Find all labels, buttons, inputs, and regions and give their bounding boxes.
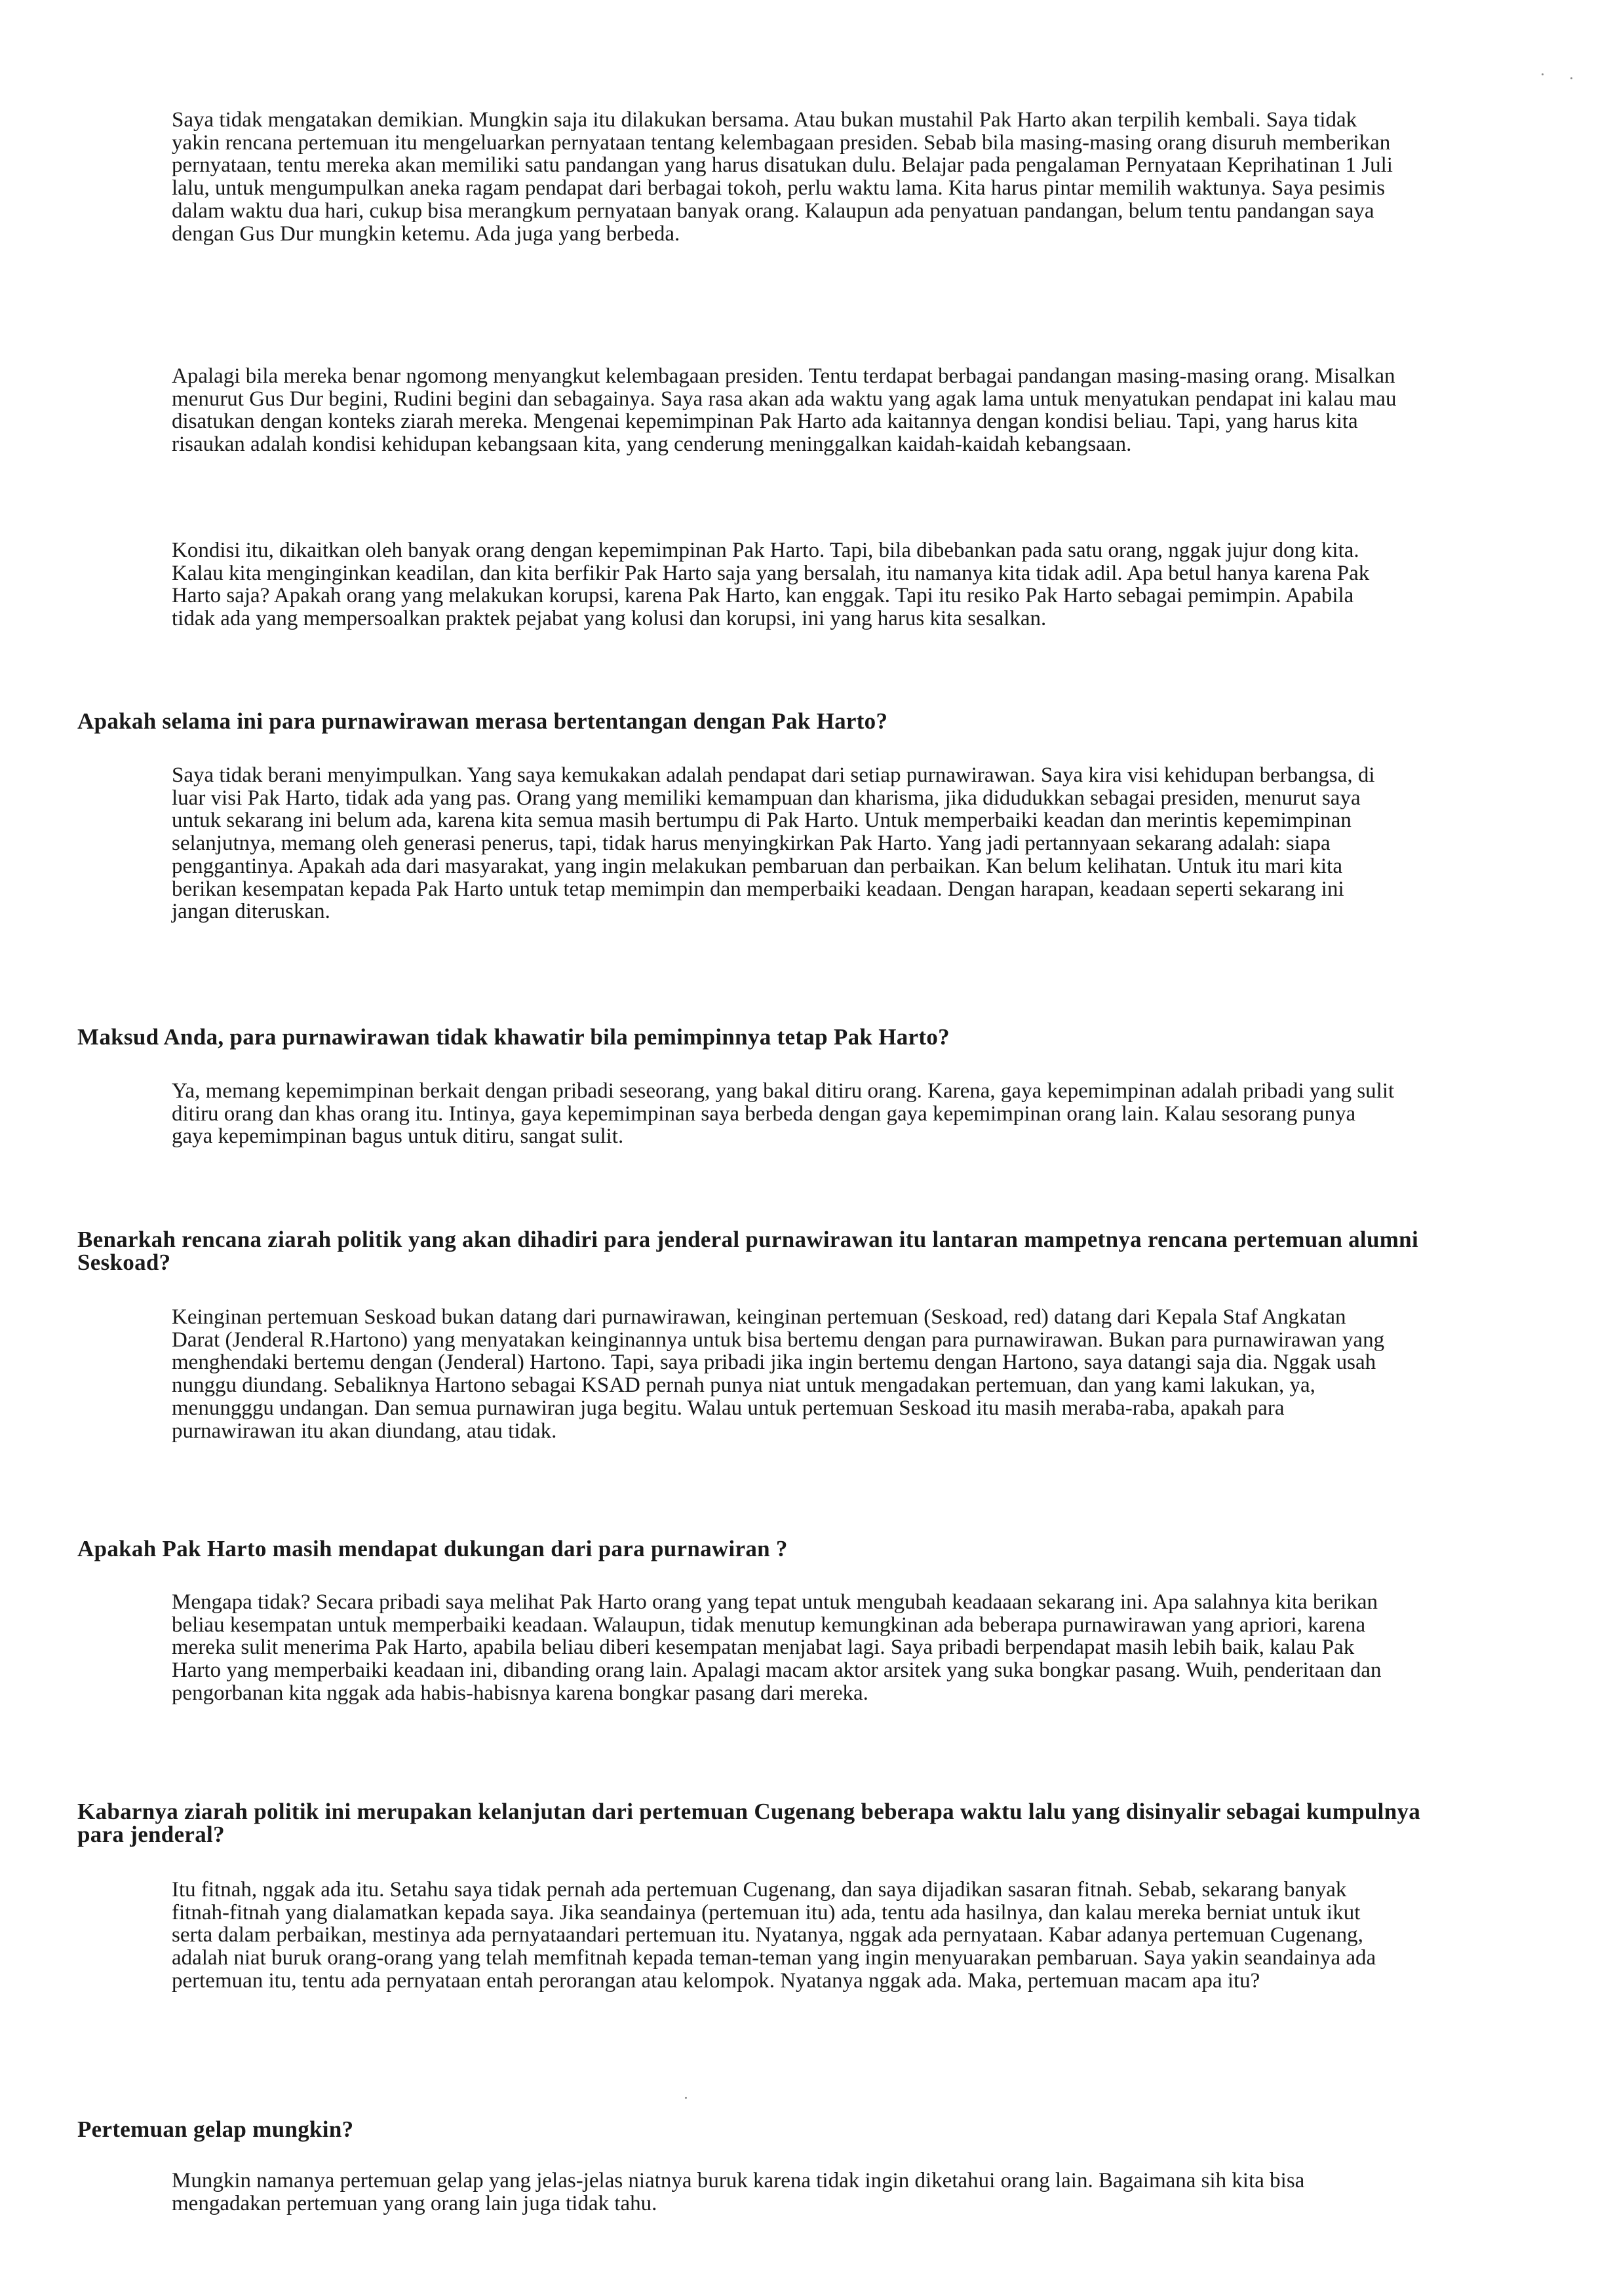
answer-paragraph-9: Mungkin namanya pertemuan gelap yang jelas-jelas niatnya buruk karena tidak ingin diketahui orang lain. Bagaimana sih kita bisa mengadakan pertemuan yang orang lain juga tidak tahu. [172, 2169, 1305, 2215]
answer-paragraph-3: Kondisi itu, dikaitkan oleh banyak orang dengan kepemimpinan Pak Harto. Tapi, bila dibebankan pada satu orang, nggak jujur dong kita. Kalau kita menginginkan keadilan, dan kita berfikir Pak Harto saja yang bersalah, itu namanya kita tidak adil. Apa betul hanya karena Pak Harto saja? Apakah orang yang melakukan korupsi, karena Pak Harto, kan enggak. Tapi itu resiko Pak Harto sebagai pemimpin. Apabila tidak ada yang mempersoalkan praktek pejabat yang kolusi dan korupsi, ini yang harus kita sesalkan. [172, 539, 1370, 631]
scan-speck [685, 2097, 687, 2099]
interview-question-2: Maksud Anda, para purnawirawan tidak khawatir bila pemimpinnya tetap Pak Harto? [77, 1024, 950, 1050]
scan-speck [1542, 73, 1544, 75]
answer-paragraph-7: Mengapa tidak? Secara pribadi saya melihat Pak Harto orang yang tepat untuk mengubah keadaaan sekarang ini. Apa salahnya kita berikan beliau kesempatan untuk memperbaiki keadaan. Walaupun, tidak menutup kemungkinan ada beberapa purnawirawan yang apriori, karena mereka sulit menerima Pak Harto, apabila beliau diberi kesempatan menjabat lagi. Saya pribadi berpendapat masih lebih baik, kalau Pak Harto yang memperbaiki keadaan ini, dibanding orang lain. Apalagi macam aktor arsitek yang suka bongkar pasang. Wuih, penderitaan dan pengorbanan kita nggak ada habis-habisnya karena bongkar pasang dari mereka. [172, 1590, 1382, 1705]
answer-paragraph-4: Saya tidak berani menyimpulkan. Yang saya kemukakan adalah pendapat dari setiap purnawirawan. Saya kira visi kehidupan berbangsa, di luar visi Pak Harto, tidak ada yang pas. Orang yang memiliki kemampuan dan kharisma, jika didudukkan sebagai presiden, menurut saya untuk sekarang ini belum ada, karena kita semua masih bertumpu di Pak Harto. Untuk memperbaiki keadan dan merintis kepemimpinan selanjutnya, memang oleh generasi penerus, tapi, tidak harus menyingkirkan Pak Harto. Yang jadi pertannyaan sekarang adalah: siapa penggantinya. Apakah ada dari masyarakat, yang ingin melakukan pembaruan dan perbaikan. Kan belum kelihatan. Untuk itu mari kita berikan kesempatan kepada Pak Harto untuk tetap memimpin dan memperbaiki keadaan. Dengan harapan, keadaan seperti sekarang ini jangan diteruskan. [172, 763, 1375, 924]
interview-question-3: Benarkah rencana ziarah politik yang akan dihadiri para jenderal purnawirawan itu lantaran mampetnya rencana pertemuan alumni Seskoad? [77, 1227, 1418, 1275]
answer-paragraph-8: Itu fitnah, nggak ada itu. Setahu saya tidak pernah ada pertemuan Cugenang, dan saya dijadikan sasaran fitnah. Sebab, sekarang banyak fitnah-fitnah yang dialamatkan kepada saya. Jika seandainya (pertemuan itu) ada, tentu ada hasilnya, dan kalau mereka berniat untuk ikut serta dalam perbaikan, mestinya ada pernyataandari pertemuan itu. Nyatanya, nggak ada pernyataan. Kabar adanya pertemuan Cugenang, adalah niat buruk orang-orang yang telah memfitnah kepada teman-teman yang ingin menyuarakan pembaruan. Saya yakin seandainya ada pertemuan itu, tentu ada pernyataan entah perorangan atau kelompok. Nyatanya nggak ada. Maka, pertemuan macam apa itu? [172, 1878, 1376, 1993]
interview-question-6: Pertemuan gelap mungkin? [77, 2116, 354, 2142]
interview-question-1: Apakah selama ini para purnawirawan merasa bertentangan dengan Pak Harto? [77, 708, 888, 734]
answer-paragraph-1: Saya tidak mengatakan demikian. Mungkin saja itu dilakukan bersama. Atau bukan mustahil Pak Harto akan terpilih kembali. Saya tidak yakin rencana pertemuan itu mengeluarkan pernyataan tentang kelembagaan presiden. Sebab bila masing-masing orang disuruh memberikan pernyataan, tentu mereka akan memiliki satu pandangan yang harus disatukan dulu. Belajar pada pengalaman Pernyataan Keprihatinan 1 Juli lalu, untuk mengumpulkan aneka ragam pendapat dari berbagai tokoh, perlu waktu lama. Kita harus pintar memilih waktunya. Saya pesimis dalam waktu dua hari, cukup bisa merangkum pernyataan banyak orang. Kalaupun ada penyatuan pandangan, belum tentu pandangan saya dengan Gus Dur mungkin ketemu. Ada juga yang berbeda. [172, 108, 1393, 246]
answer-paragraph-5: Ya, memang kepemimpinan berkait dengan pribadi seseorang, yang bakal ditiru orang. Karena, gaya kepemimpinan adalah pribadi yang sulit ditiru orang dan khas orang itu. Intinya, gaya kepemimpinan saya berbeda dengan gaya kepemimpinan orang lain. Kalau sesorang punya gaya kepemimpinan bagus untuk ditiru, sangat sulit. [172, 1079, 1395, 1149]
answer-paragraph-6: Keinginan pertemuan Seskoad bukan datang dari purnawirawan, keinginan pertemuan (Seskoad, red) datang dari Kepala Staf Angkatan Darat (Jenderal R.Hartono) yang menyatakan keinginannya untuk bisa bertemu dengan para purnawirawan. Bukan para purnawirawan yang menghendaki bertemu dengan (Jenderal) Hartono. Tapi, saya pribadi jika ingin bertemu dengan Hartono, saya datangi saja dia. Nggak usah nunggu diundang. Sebaliknya Hartono sebagai KSAD pernah punya niat untuk mengadakan pertemuan, dan yang kami lakukan, ya, menungggu undangan. Dan semua purnawiran juga begitu. Walau untuk pertemuan Seskoad itu masih meraba-raba, apakah para purnawirawan itu akan diundang, atau tidak. [172, 1305, 1385, 1443]
interview-question-5: Kabarnya ziarah politik ini merupakan kelanjutan dari pertemuan Cugenang beberapa waktu lalu yang disinyalir sebagai kumpulnya para jenderal? [77, 1799, 1421, 1847]
interview-question-4: Apakah Pak Harto masih mendapat dukungan dari para purnawiran ? [77, 1536, 788, 1561]
answer-paragraph-2: Apalagi bila mereka benar ngomong menyangkut kelembagaan presiden. Tentu terdapat berbagai pandangan masing-masing orang. Misalkan menurut Gus Dur begini, Rudini begini dan sebagainya. Saya rasa akan ada waktu yang agak lama untuk menyatukan pendapat ini kalau mau disatukan dengan konteks ziarah mereka. Mengenai kepemimpinan Pak Harto ada kaitannya dengan kondisi beliau. Tapi, yang harus kita risaukan adalah kondisi kehidupan kebangsaan kita, yang cenderung meninggalkan kaidah-kaidah kebangsaan. [172, 364, 1397, 457]
scan-speck [1570, 77, 1572, 79]
